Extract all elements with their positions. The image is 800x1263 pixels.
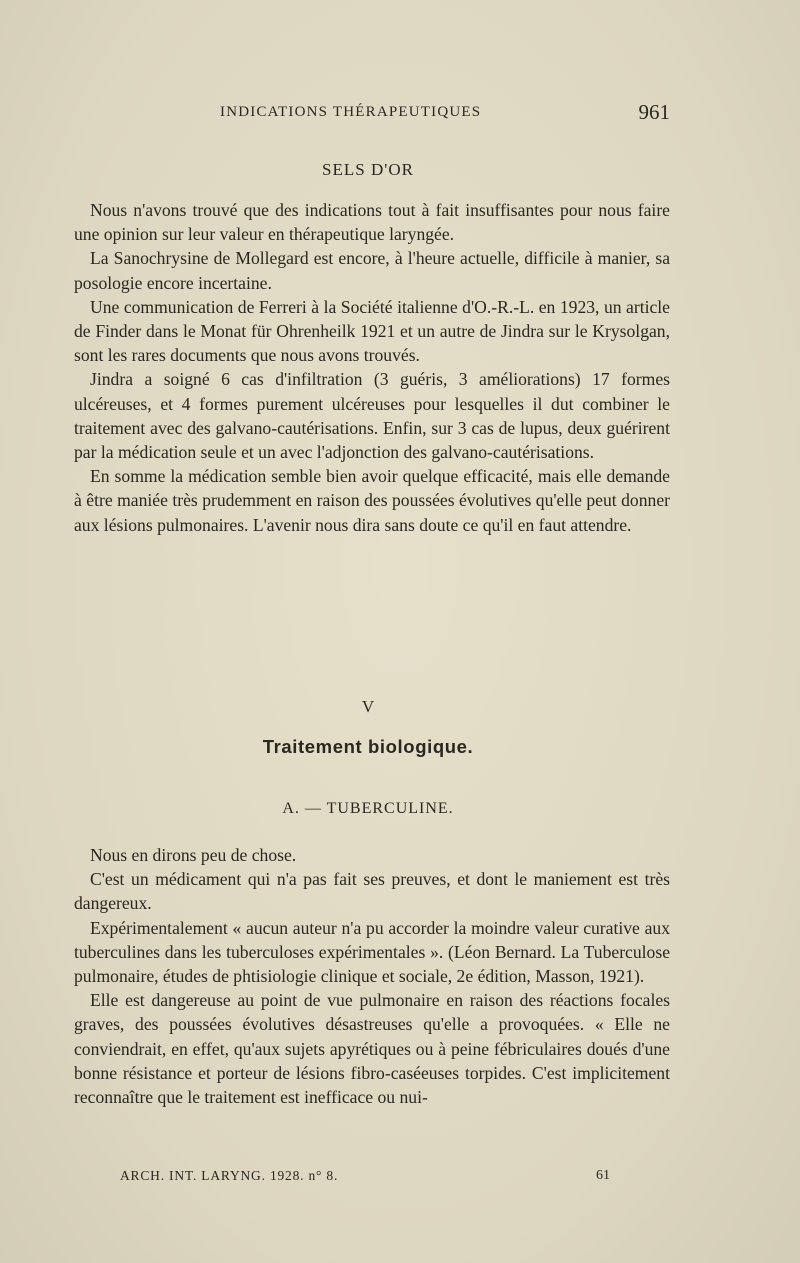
paragraph: C'est un médicament qui n'a pas fait ses preuves, et dont le maniement est très dangereux.	[74, 869, 670, 914]
page-footer	[120, 1168, 610, 1190]
part-heading: Traitement biologique.	[262, 736, 474, 757]
paragraph: Une communication de Ferreri à la Société italienne d'O.-R.-L. en 1923, un article de Finder dans le Monat für Ohrenheilk 1921 et un autre de Jindra sur le Krysolgan, sont les rares documents que nous avons trouvés.	[74, 296, 670, 366]
running-title: INDICATIONS THÉRAPEUTIQUES	[220, 104, 482, 120]
journal-reference: ARCH. INT. LARYNG. 1928. n° 8.	[120, 1168, 339, 1183]
section-body-tuberculin	[74, 843, 670, 1109]
section-body-gold-salts	[74, 198, 670, 537]
paragraph: En somme la médication semble bien avoir quelque efficacité, mais elle demande à être maniée très prudemment en raison des poussées évolutives qu'elle peut donner aux lésions pulmonaires. L'avenir nous dira sans doute ce qu'il en faut attendre.	[74, 466, 670, 535]
paragraph: Elle est dangereuse au point de vue pulmonaire en raison des réactions focales graves, des poussées évolutives désastreuses qu'elle a provoquées. « Elle ne conviendrait, en effet, qu'aux sujets apyrétiques ou à peine fébriculaires doués d'une bonne résistance et porteur de lésions fibro-caséeuses torpides. C'est implicitement reconnaître que le traitement est inefficace ou nui-	[74, 990, 670, 1108]
part-numeral: V	[361, 697, 375, 716]
page-number: 961	[638, 100, 670, 124]
paragraph: Nous n'avons trouvé que des indications tout à fait insuffisantes pour nous faire une opinion sur leur valeur en thérapeutique laryngée.	[74, 200, 670, 245]
signature-mark: 61	[596, 1168, 610, 1183]
paragraph: La Sanochrysine de Mollegard est encore, à l'heure actuelle, difficile à manier, sa posologie encore incertaine.	[74, 248, 670, 293]
paragraph: Expérimentalement « aucun auteur n'a pu accorder la moindre valeur curative aux tuberculines dans les tuberculoses expérimentales ». (Léon Bernard. La Tuberculose pulmonaire, études de phtisiologie clinique et sociale, 2e édition, Masson, 1921).	[74, 917, 670, 987]
page-header	[220, 100, 670, 126]
paragraph: Jindra a soigné 6 cas d'infiltration (3 guéris, 3 améliorations) 17 formes ulcéreuses, et 4 formes purement ulcéreuses pour lesquelles il dut combiner le traitement avec des galvano-cautérisations. Enfin, sur 3 cas de lupus, deux guérirent par la médication seule et un avec l'adjonction des galvano-cautérisations.	[74, 369, 670, 463]
section-title: SELS D'OR	[322, 160, 414, 179]
subsection-heading: A. — TUBERCULINE.	[282, 800, 454, 817]
paragraph: Nous en dirons peu de chose.	[90, 845, 297, 865]
